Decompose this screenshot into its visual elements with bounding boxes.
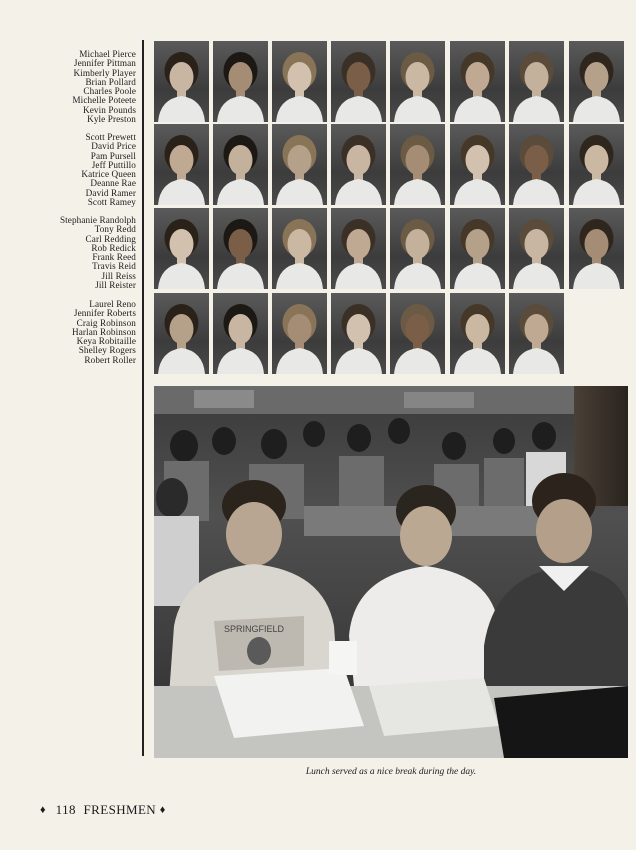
name-entry: Brian Pollard	[85, 76, 136, 87]
name-entry: Harlan Robinson	[71, 326, 136, 337]
student-portrait	[569, 208, 624, 289]
student-portrait	[213, 208, 268, 289]
name-entry: Keya Robitaille	[76, 336, 136, 347]
name-entry: Katrice Queen	[81, 169, 136, 180]
cafeteria-photo	[154, 386, 628, 758]
student-portrait	[154, 124, 209, 205]
name-entry: Jennifer Roberts	[73, 308, 136, 319]
name-entry: Travis Reid	[92, 261, 136, 272]
student-portrait	[509, 293, 564, 374]
section-title: FRESHMEN	[83, 802, 157, 817]
student-portrait	[272, 124, 327, 205]
name-entry: Jill Reister	[95, 280, 136, 291]
student-portrait	[390, 208, 445, 289]
student-portrait	[390, 41, 445, 122]
student-portrait	[569, 124, 624, 205]
cafeteria-photo-drawing	[154, 386, 628, 758]
student-portrait	[450, 293, 505, 374]
student-portrait	[331, 208, 386, 289]
name-entry: Craig Robinson	[76, 317, 136, 328]
student-portrait	[154, 293, 209, 374]
student-portrait	[331, 293, 386, 374]
portrait-grid	[154, 41, 628, 375]
student-portrait	[213, 124, 268, 205]
name-entry: Rob Redick	[91, 242, 136, 253]
name-entry: Deanne Rae	[90, 178, 136, 189]
student-portrait	[390, 124, 445, 205]
student-portrait	[213, 293, 268, 374]
name-entry: Scott Prewett	[85, 132, 136, 142]
name-entry: Frank Reed	[92, 252, 136, 263]
name-entry: Kimberly Player	[73, 67, 136, 78]
name-entry: Jeff Puttillo	[91, 159, 136, 170]
student-portrait	[450, 124, 505, 205]
name-entry: Michelle Poteete	[72, 95, 136, 106]
student-portrait	[154, 41, 209, 122]
name-entry: Laurel Reno	[89, 299, 136, 309]
name-entry: Kevin Pounds	[82, 104, 136, 115]
student-portrait	[213, 41, 268, 122]
photo-caption: Lunch served as a nice break during the day.	[305, 767, 477, 777]
name-entry: Shelley Rogers	[78, 345, 136, 356]
name-group-1	[72, 50, 136, 124]
student-portrait	[509, 208, 564, 289]
name-entry: Stephanie Randolph	[59, 215, 136, 225]
svg-text:SPRINGFIELD: SPRINGFIELD	[224, 624, 285, 634]
name-entry: Michael Pierce	[79, 49, 136, 59]
student-portrait	[272, 208, 327, 289]
student-portrait	[509, 41, 564, 122]
student-portrait	[509, 124, 564, 205]
student-portrait	[390, 293, 445, 374]
names-column	[24, 40, 144, 756]
student-portrait	[569, 41, 624, 122]
student-portrait	[450, 41, 505, 122]
diamond-icon: ♦	[159, 804, 166, 816]
name-group-3	[60, 216, 136, 290]
name-entry: Kyle Preston	[87, 114, 136, 125]
page-number: 118	[55, 802, 76, 817]
name-group-4	[72, 300, 136, 365]
name-entry: Jill Reiss	[101, 270, 136, 281]
name-entry: Pam Pursell	[90, 150, 136, 161]
name-entry: Jennifer Pittman	[73, 58, 136, 69]
name-entry: Carl Redding	[85, 233, 136, 244]
name-entry: Tony Redd	[94, 224, 136, 235]
name-entry: David Ramer	[85, 187, 136, 198]
name-group-2	[81, 133, 136, 207]
student-portrait	[272, 41, 327, 122]
name-entry: David Price	[91, 141, 136, 152]
student-portrait	[331, 41, 386, 122]
page-footer	[40, 802, 166, 818]
student-portrait	[154, 208, 209, 289]
name-entry: Charles Poole	[83, 86, 136, 97]
student-portrait	[331, 124, 386, 205]
student-portrait	[272, 293, 327, 374]
name-entry: Scott Ramey	[87, 197, 136, 208]
student-portrait	[450, 208, 505, 289]
diamond-icon: ♦	[40, 804, 47, 816]
name-entry: Robert Roller	[84, 354, 136, 365]
